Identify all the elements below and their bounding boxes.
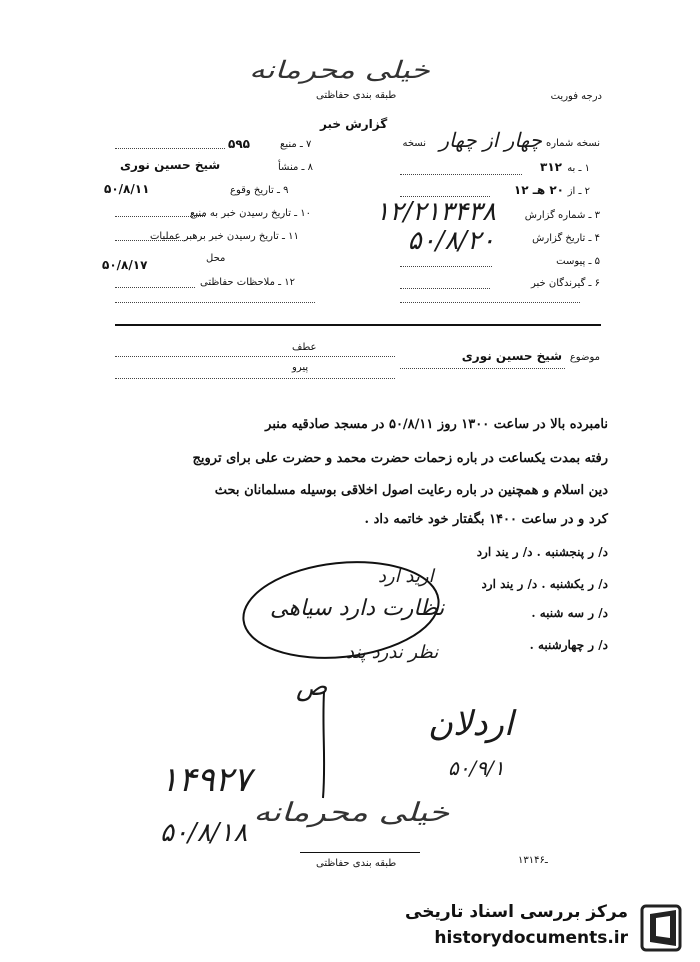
schedule-line: د/ ر پنجشنبه . د/ ر یند ارد bbox=[476, 545, 608, 559]
nuskhe-label: نسخه bbox=[402, 138, 426, 149]
report-title: گزارش خبر bbox=[320, 117, 388, 131]
field-from-label: ۲ ـ از bbox=[567, 186, 590, 197]
atf-label: عطف bbox=[292, 342, 317, 353]
watermark-url: historydocuments.ir bbox=[434, 928, 628, 948]
watermark-logo bbox=[398, 900, 688, 956]
handwritten-number-left: ۱۴۹۲۷ bbox=[160, 760, 252, 800]
field-report-date-label: ۴ ـ تاریخ گزارش bbox=[532, 233, 600, 244]
field-source-value: ۵۹۵ bbox=[228, 137, 250, 151]
field-from-value: ۲۰ هـ ۱۲ bbox=[513, 183, 564, 197]
top-classification-stamp: خیلی محرمانه bbox=[249, 56, 430, 84]
field-to-label: ۱ ـ به bbox=[567, 163, 590, 174]
dotted-line bbox=[115, 148, 225, 149]
copy-number-value: چهار از چهار bbox=[439, 128, 542, 152]
classification-label: طبقه بندی حفاظتی bbox=[316, 90, 397, 101]
field-origin-label: ۸ ـ منشأ bbox=[278, 162, 314, 173]
schedule-line: د/ ر سه شنبه . bbox=[531, 606, 608, 620]
body-line: رفته بمدت یکساعت در باره زحمات حضرت محمد و حضرت علی برای ترویج bbox=[192, 451, 608, 466]
field-security-notes-label: ۱۲ ـ ملاحظات حفاظتی bbox=[200, 277, 295, 288]
urgency-label: درجه فوریت bbox=[550, 91, 602, 102]
field-origin-value: شیخ حسین نوری bbox=[120, 158, 221, 172]
field-location-label: محل bbox=[206, 253, 226, 264]
handwritten-stroke bbox=[318, 690, 330, 800]
footer-divider bbox=[300, 852, 420, 853]
dotted-line bbox=[115, 378, 395, 379]
dotted-line bbox=[400, 174, 522, 175]
dotted-line bbox=[400, 302, 580, 303]
field-occurrence-date-value: ۵۰/۸/۱۱ bbox=[104, 182, 150, 196]
bottom-classification-stamp: خیلی محرمانه bbox=[253, 798, 450, 828]
schedule-line: د/ ر یکشنبه . د/ ر یند ارد bbox=[481, 577, 608, 591]
handwritten-initial: ص bbox=[296, 672, 328, 702]
field-report-number-value: ۱۲/۲۱۳۴۳۸ bbox=[375, 197, 496, 227]
archive-logo-icon bbox=[636, 902, 688, 954]
handwritten-date-left: ۵۰/۸/۱۸ bbox=[160, 818, 248, 848]
field-source-label: ۷ ـ منبع bbox=[280, 139, 312, 150]
body-line: نامبرده بالا در ساعت ۱۳۰۰ روز ۵۰/۸/۱۱ در مسجد صادقیه منبر bbox=[265, 417, 608, 432]
body-line: کرد و در ساعت ۱۴۰۰ بگفتار خود خاتمه داد . bbox=[364, 512, 608, 527]
field-occurrence-date-label: ۹ ـ تاریخ وقوع bbox=[230, 185, 289, 196]
field-location-value: ۵۰/۸/۱۷ bbox=[102, 258, 148, 272]
dotted-line bbox=[400, 288, 490, 289]
handwritten-note-right: ارید ارد bbox=[378, 566, 434, 587]
field-attachment-label: ۵ ـ پیوست bbox=[556, 256, 600, 267]
watermark-title: مرکز بررسی اسناد تاریخی bbox=[405, 902, 628, 922]
dotted-line bbox=[400, 368, 565, 369]
section-divider bbox=[115, 324, 601, 326]
subject-label: موضوع bbox=[569, 352, 600, 363]
body-line: دین اسلام و همچنین در باره رعایت اصول اخلاقی بوسیله مسلمانان بحث bbox=[214, 483, 608, 498]
field-received-source-label: ۱۰ ـ تاریخ رسیدن خبر به منبع bbox=[190, 208, 312, 219]
field-recipients-label: ۶ ـ گیرندگان خبر bbox=[530, 278, 600, 289]
dotted-line bbox=[400, 266, 492, 267]
handwritten-note-bottom: نظر ندرد پند bbox=[346, 642, 439, 663]
atf-value: پیرو bbox=[292, 362, 309, 373]
dotted-line bbox=[115, 302, 315, 303]
field-to-value: ۳۱۲ bbox=[540, 160, 562, 174]
dotted-line bbox=[115, 356, 395, 357]
footer-classification: طبقه بندی حفاظتی bbox=[316, 858, 397, 869]
field-received-ops-label: ۱۱ ـ تاریخ رسیدن خبر برهبر عملیات bbox=[150, 231, 299, 242]
schedule-line: د/ ر چهارشنبه . bbox=[529, 638, 608, 652]
form-number: ۱۳۱ـ۴۶ bbox=[518, 855, 548, 866]
copy-number-label: نسخه شماره bbox=[546, 138, 600, 149]
circled-note: نظارت دارد سیاهی bbox=[270, 596, 445, 621]
field-report-number-label: ۳ ـ شماره گزارش bbox=[524, 210, 600, 221]
field-report-date-value: ۵۰/۸/۲۰ bbox=[407, 226, 495, 256]
subject-value: شیخ حسین نوری bbox=[461, 349, 562, 363]
handwritten-date-right: ۵۰/۹/۱ bbox=[448, 756, 505, 780]
dotted-line bbox=[115, 287, 195, 288]
signature-right: اردلان bbox=[428, 704, 514, 744]
